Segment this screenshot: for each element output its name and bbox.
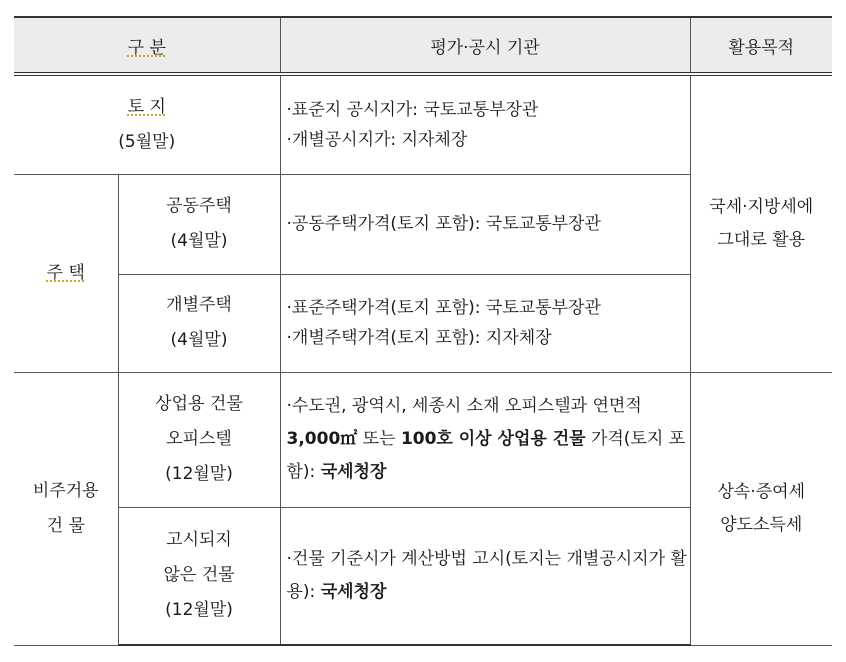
unannounced-agency: ·건물 기준시가 계산방법 고시(토지는 개별공시지가 활용): 국세청장: [280, 507, 690, 645]
detached-category: 개별주택 (4월말): [118, 274, 280, 372]
commercial-agency: ·수도권, 광역시, 세종시 소재 오피스텔과 연면적 3,000㎡ 또는 100호 이상 상업용 건물 가격(토지 포함): 국세청장: [280, 372, 690, 507]
land-row: [14, 74, 832, 174]
commercial-category: 상업용 건물 오피스텔 (12월말): [118, 372, 280, 507]
header-agency: 평가·공시 기관: [280, 17, 690, 74]
land-agency: ·표준지 공시지가: 국토교통부장관 ·개별공시지가: 지자체장: [280, 74, 690, 174]
unannounced-category: 고시되지 않은 건물 (12월말): [118, 507, 280, 645]
housing-group: 주 택: [14, 174, 118, 372]
nonres-group: 비주거용 건 물: [14, 372, 118, 645]
apartment-category: 공동주택 (4월말): [118, 174, 280, 274]
housing-purpose: 국세·지방세에 그대로 활용: [690, 74, 832, 372]
header-row: [14, 17, 832, 74]
header-purpose: 활용목적: [690, 17, 832, 74]
apartment-agency: ·공동주택가격(토지 포함): 국토교통부장관: [280, 174, 690, 274]
nonres-purpose: 상속·증여세 양도소득세: [690, 372, 832, 645]
commercial-row: [14, 372, 832, 507]
header-category: 구 분: [14, 17, 280, 74]
land-category: 토 지 (5월말): [14, 74, 280, 174]
valuation-table: [14, 16, 832, 646]
detached-agency: ·표준주택가격(토지 포함): 국토교통부장관 ·개별주택가격(토지 포함): 지자체장: [280, 274, 690, 372]
